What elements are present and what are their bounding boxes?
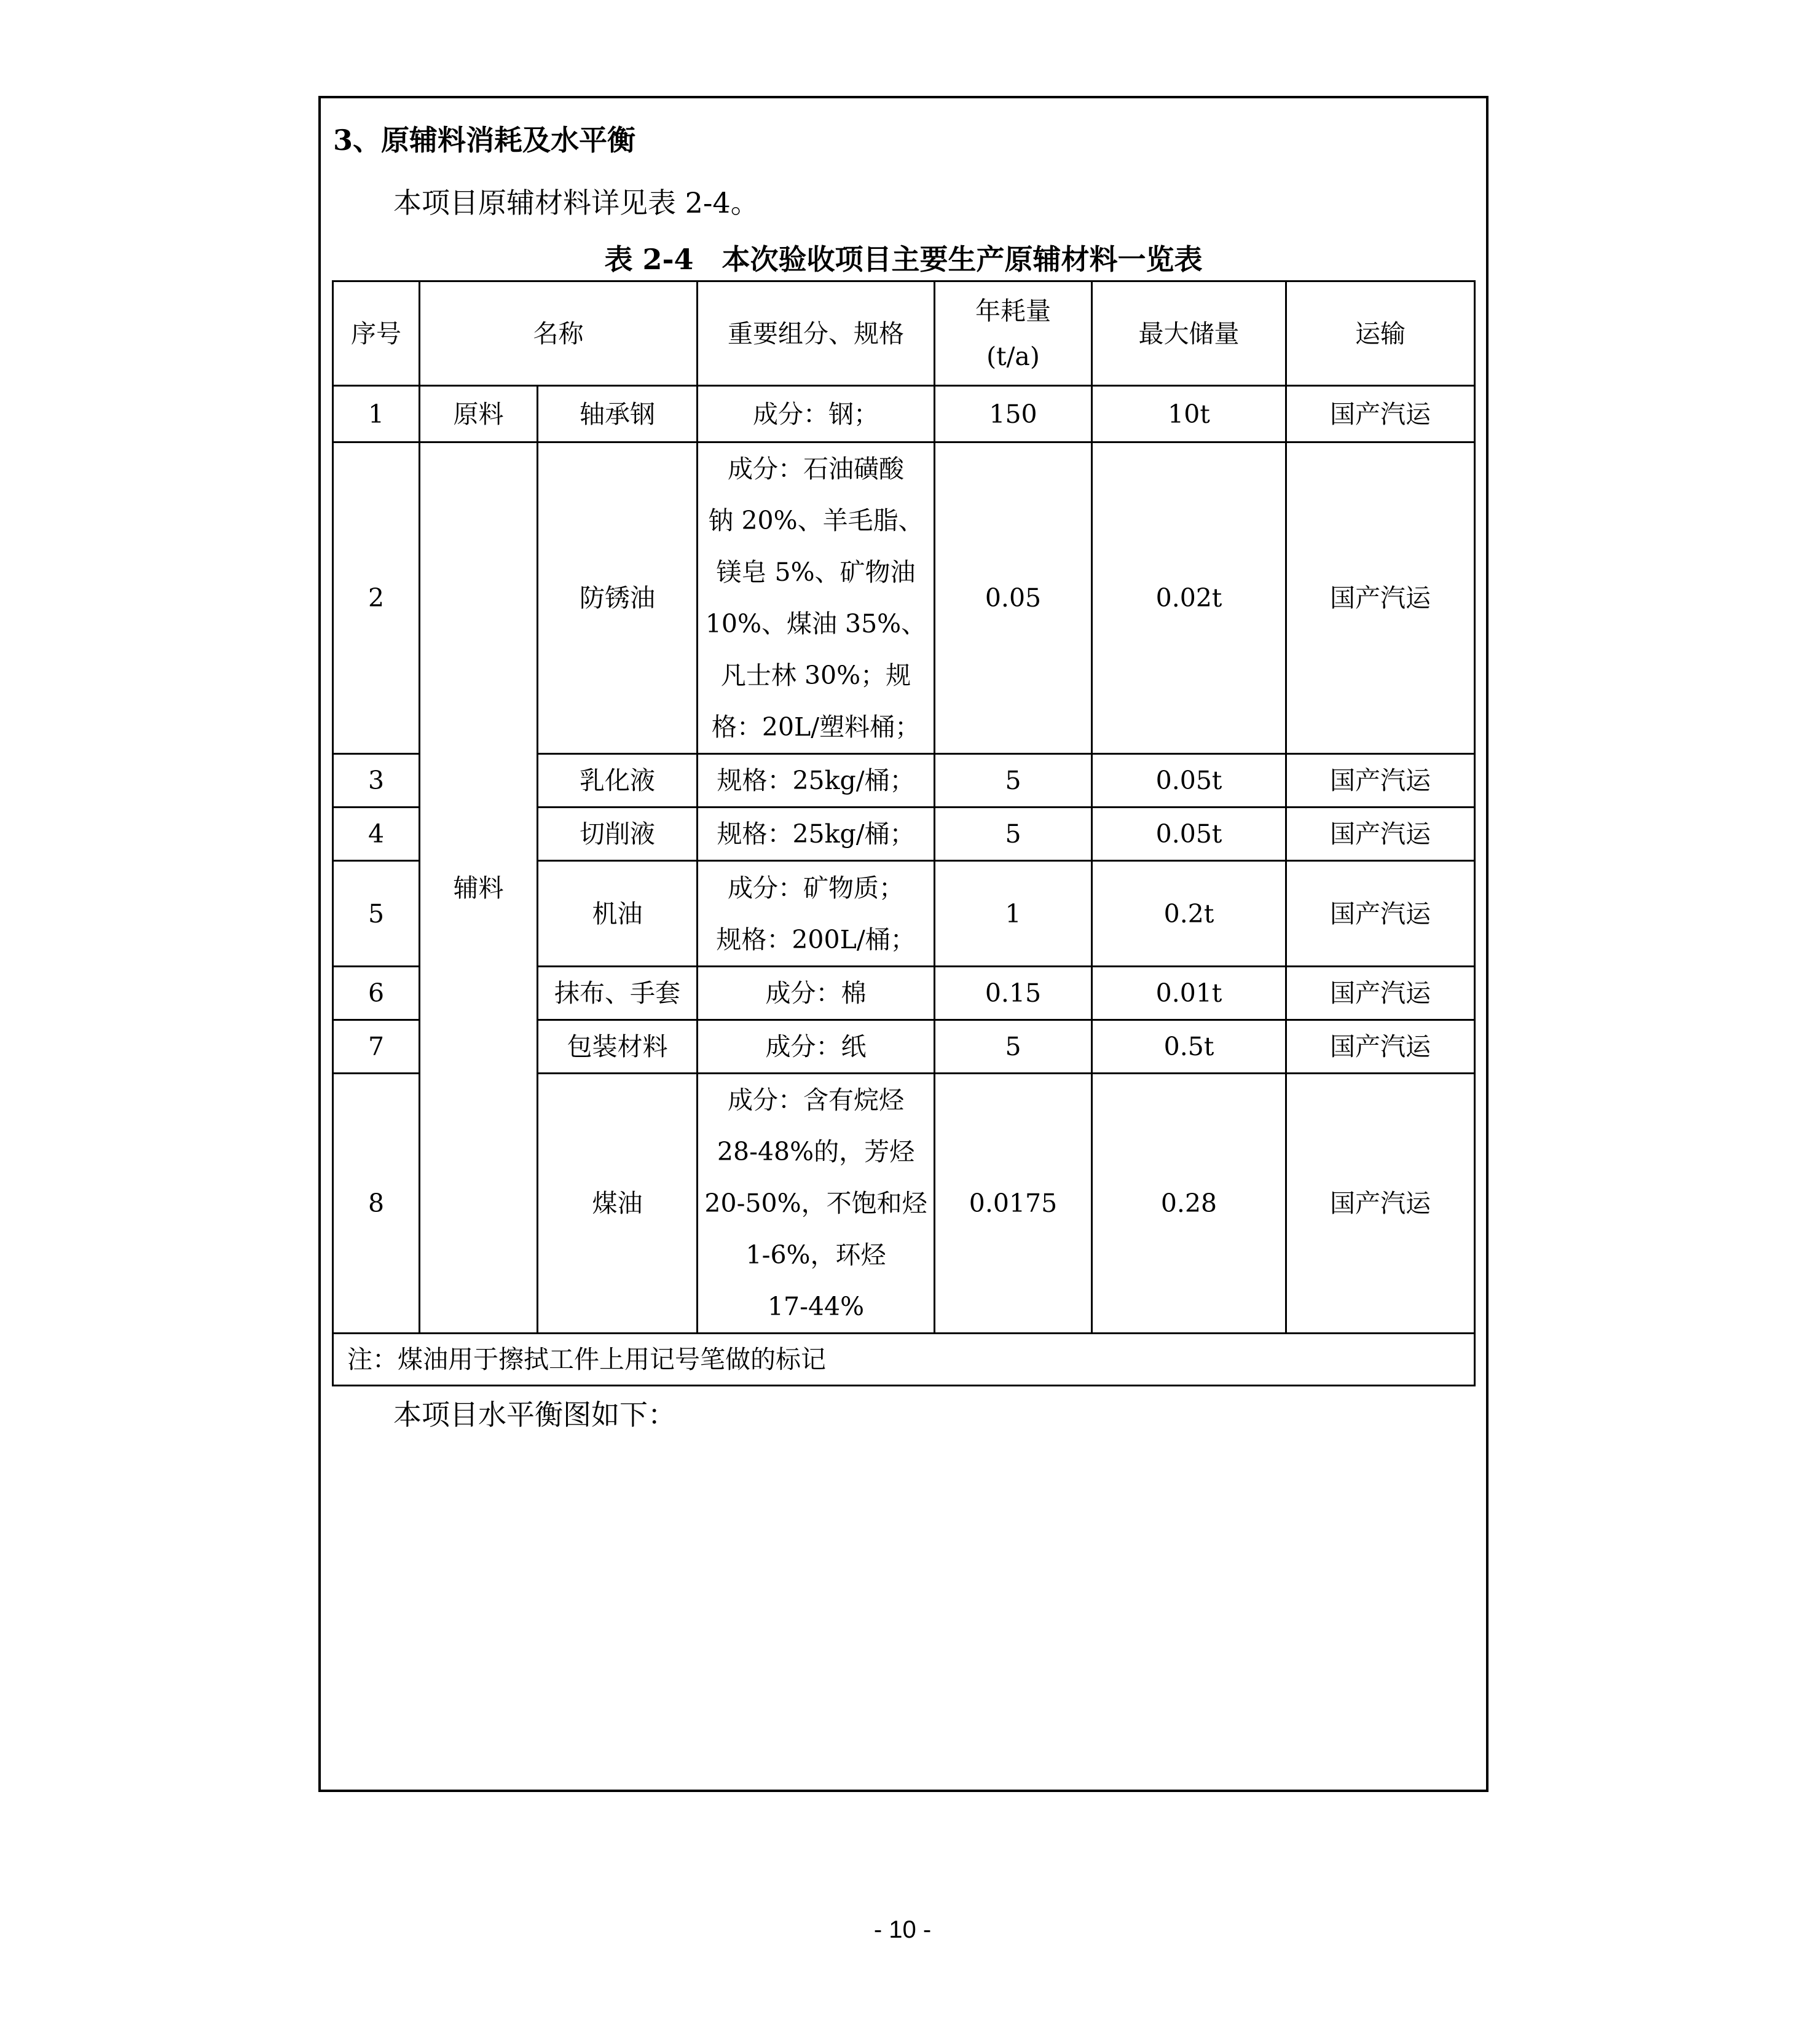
material-name: 防锈油 [538,442,698,754]
material-name: 抹布、手套 [538,967,698,1020]
row-index: 5 [333,861,420,967]
annual-use: 5 [935,754,1092,808]
transport: 国产汽运 [1286,967,1475,1020]
composition-line: 成分：石油磺酸 [728,454,904,484]
transport: 国产汽运 [1286,808,1475,861]
material-name: 机油 [538,861,698,967]
row-index: 6 [333,967,420,1020]
header-composition: 重要组分、规格 [698,281,935,386]
row-index: 2 [333,442,420,754]
header-annual-use-unit: (t/a) [986,341,1040,371]
annual-use: 150 [935,386,1092,442]
header-max-storage: 最大储量 [1092,281,1286,386]
material-composition [698,754,935,808]
table-note-row [333,1334,1475,1386]
max-storage: 0.01t [1092,967,1286,1020]
material-name: 乳化液 [538,754,698,808]
transport: 国产汽运 [1286,754,1475,808]
transport: 国产汽运 [1286,1020,1475,1074]
annual-use: 5 [935,808,1092,861]
composition-line: 17-44% [767,1292,865,1321]
max-storage: 0.5t [1092,1020,1286,1074]
material-composition [698,861,935,967]
section-heading: 3、原辅料消耗及水平衡 [333,124,636,157]
material-composition [698,442,935,754]
transport: 国产汽运 [1286,861,1475,967]
annual-use: 0.05 [935,442,1092,754]
row-index: 1 [333,386,420,442]
composition-line: 钠 20%、羊毛脂、 [708,506,924,535]
row-index: 7 [333,1020,420,1074]
composition-line: 成分：含有烷烃 [728,1085,904,1115]
annual-use: 1 [935,861,1092,967]
material-name: 煤油 [538,1074,698,1334]
header-index: 序号 [333,281,420,386]
max-storage: 0.02t [1092,442,1286,754]
material-composition [698,1020,935,1074]
header-transport: 运输 [1286,281,1475,386]
composition-line: 格：20L/塑料桶； [711,712,921,742]
max-storage: 0.05t [1092,754,1286,808]
material-composition [698,386,935,442]
composition-line: 成分：钢； [753,399,879,429]
max-storage: 0.2t [1092,861,1286,967]
composition-line: 成分：棉 [765,978,867,1008]
material-name: 切削液 [538,808,698,861]
water-balance-paragraph: 本项目水平衡图如下： [393,1398,676,1431]
intro-paragraph: 本项目原辅材料详见表 2-4。 [393,186,759,219]
header-name: 名称 [420,281,698,386]
row-index: 3 [333,754,420,808]
composition-line: 规格：25kg/桶； [717,819,915,849]
materials-table [332,280,1476,1386]
annual-use: 0.15 [935,967,1092,1020]
material-composition [698,967,935,1020]
composition-line: 规格：25kg/桶； [717,766,915,795]
table-row [333,442,1475,754]
transport: 国产汽运 [1286,1074,1475,1334]
category-aux: 辅料 [420,442,538,1334]
annual-use: 5 [935,1020,1092,1074]
transport: 国产汽运 [1286,386,1475,442]
table-note: 注：煤油用于擦拭工件上用记号笔做的标记 [333,1334,1475,1386]
composition-line: 镁皂 5%、矿物油 [716,557,916,587]
annual-use: 0.0175 [935,1074,1092,1334]
composition-line: 凡士林 30%；规 [720,661,911,690]
row-index: 4 [333,808,420,861]
composition-line: 20-50%，不饱和烃 [704,1189,927,1218]
composition-line: 28-48%的，芳烃 [717,1137,915,1166]
composition-line: 1-6%，环烃 [745,1240,886,1270]
table-caption: 表 2-4 本次验收项目主要生产原辅材料一览表 [604,243,1203,276]
material-composition [698,808,935,861]
max-storage: 0.28 [1092,1074,1286,1334]
max-storage: 10t [1092,386,1286,442]
max-storage: 0.05t [1092,808,1286,861]
material-composition [698,1074,935,1334]
table-header-row [333,281,1475,386]
page-number: - 10 - [873,1916,932,1943]
table-row [333,386,1475,442]
composition-line: 成分：矿物质； [728,873,904,903]
header-annual-use-label: 年耗量 [975,296,1051,326]
header-annual-use [935,281,1092,386]
category-raw: 原料 [420,386,538,442]
composition-line: 10%、煤油 35%、 [705,609,927,639]
material-name: 轴承钢 [538,386,698,442]
composition-line: 成分：纸 [765,1032,867,1061]
transport: 国产汽运 [1286,442,1475,754]
material-name: 包装材料 [538,1020,698,1074]
composition-line: 规格：200L/桶； [716,924,916,954]
row-index: 8 [333,1074,420,1334]
